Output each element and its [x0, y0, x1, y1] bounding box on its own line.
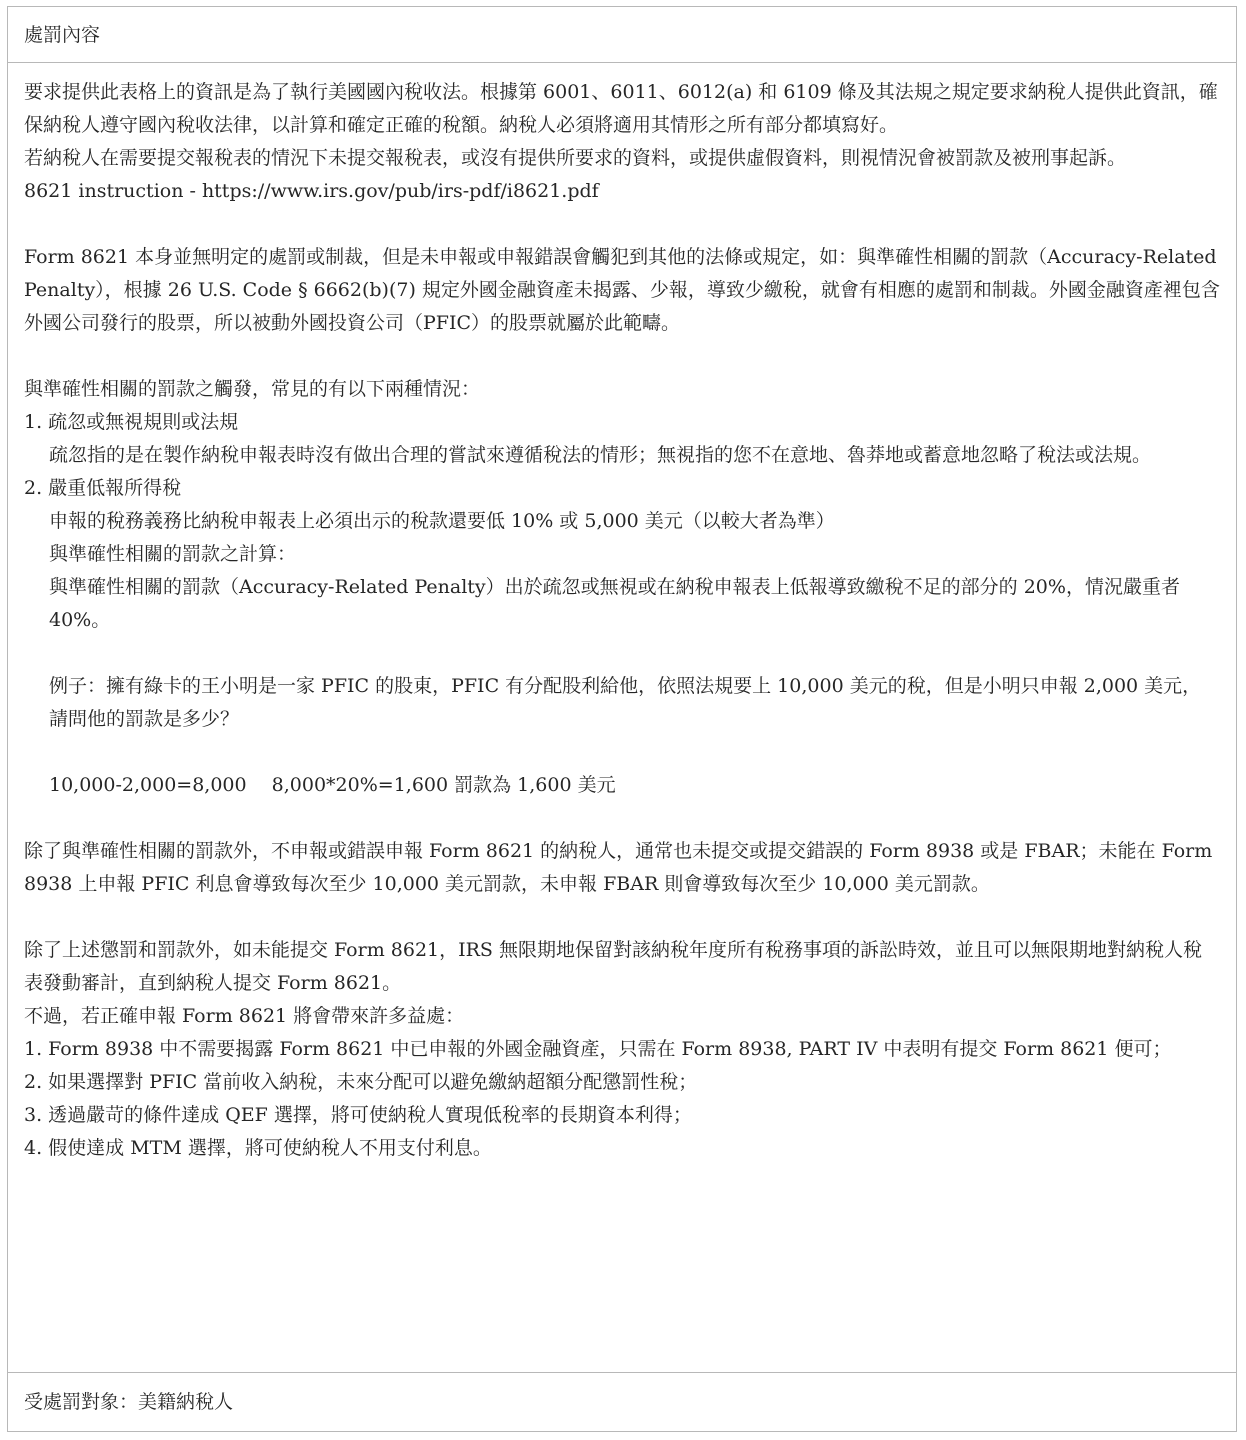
penalized-party: 受處罰對象：美籍納稅人 — [24, 1391, 234, 1413]
benefit-item-3: 3. 透過嚴苛的條件達成 QEF 選擇，將可使納稅人實現低稅率的長期資本利得； — [24, 1104, 692, 1126]
spacer — [24, 901, 1220, 934]
benefit-item-2: 2. 如果選擇對 PFIC 當前收入納稅，未來分配可以避免繳納超額分配懲罰性稅； — [24, 1071, 698, 1093]
paragraph-trigger-intro: 與準確性相關的罰款之觸發，常見的有以下兩種情況： — [24, 378, 481, 400]
paragraph-form-8938-fbar: 除了與準確性相關的罰款外，不申報或錯誤申報 Form 8621 的納稅人，通常也未提交或提交錯誤的 Form 8938 或是 FBAR；未能在 Form 8938 上申報 PFIC 利息會導致每次至少 10,000 美元罰款，未申報 FBAR 則會導致每次至少 10,000 美元罰款。 — [24, 840, 1213, 895]
spacer — [24, 802, 1220, 835]
penalty-content — [8, 63, 1236, 1373]
benefit-item-1: 1. Form 8938 中不需要揭露 Form 8621 中已申報的外國金融資產，只需在 Form 8938, PART IV 中表明有提交 Form 8621 便可； — [24, 1038, 1172, 1060]
penalty-calculation-heading: 與準確性相關的罰款之計算： — [49, 543, 297, 565]
list-item-negligence: 1. 疏忽或無視規則或法規 — [24, 411, 239, 433]
spacer — [24, 208, 1220, 241]
spacer — [24, 736, 1220, 769]
example-question: 例子：擁有綠卡的王小明是一家 PFIC 的股東，PFIC 有分配股利給他，依照法規要上 10,000 美元的稅，但是小明只申報 2,000 美元，請問他的罰款是多少？ — [49, 675, 1202, 730]
paragraph-benefits-intro: 不過，若正確申報 Form 8621 將會帶來許多益處： — [24, 1005, 465, 1027]
negligence-description: 疏忽指的是在製作納稅申報表時沒有做出合理的嘗試來遵循稅法的情形；無視指的您不在意地、魯莽地或蓄意地忽略了稅法或法規。 — [49, 444, 1152, 466]
spacer — [24, 340, 1220, 373]
instruction-link[interactable]: 8621 instruction - https://www.irs.gov/pub/irs-pdf/i8621.pdf — [24, 180, 599, 202]
example-calculation: 10,000-2,000=8,000 8,000*20%=1,600 罰款為 1,600 美元 — [49, 774, 616, 796]
paragraph-non-filing-consequence: 若納稅人在需要提交報稅表的情況下未提交報稅表，或沒有提供所要求的資料，或提供虛假資料，則視情況會被罰款及被刑事起訴。 — [24, 147, 1127, 169]
paragraph-statute-of-limitations: 除了上述懲罰和罰款外，如未能提交 Form 8621，IRS 無限期地保留對該納稅年度所有稅務事項的訴訟時效，並且可以無限期地對納稅人稅表發動審計，直到納稅人提交 Form 8621。 — [24, 939, 1202, 994]
list-item-understatement: 2. 嚴重低報所得稅 — [24, 477, 182, 499]
penalty-calculation-description: 與準確性相關的罰款（Accuracy-Related Penalty）出於疏忽或無視或在納稅申報表上低報導致繳稅不足的部分的 20%，情況嚴重者 40%。 — [49, 576, 1180, 631]
spacer — [24, 637, 1220, 670]
penalty-table — [7, 6, 1237, 1432]
understatement-description: 申報的稅務義務比納稅申報表上必須出示的稅款還要低 10% 或 5,000 美元（以較大者為準） — [49, 510, 835, 532]
table-footer — [8, 1372, 1236, 1431]
header-title: 處罰內容 — [24, 24, 101, 46]
paragraph-info-requirement: 要求提供此表格上的資訊是為了執行美國國內稅收法。根據第 6001、6011、6012(a) 和 6109 條及其法規之規定要求納稅人提供此資訊，確保納稅人遵守國內稅收法律，以計算和確定正確的稅額。納稅人必須將適用其情形之所有部分都填寫好。 — [24, 81, 1218, 136]
benefit-item-4: 4. 假使達成 MTM 選擇，將可使納稅人不用支付利息。 — [24, 1137, 492, 1159]
paragraph-form-8621-penalty: Form 8621 本身並無明定的處罰或制裁，但是未申報或申報錯誤會觸犯到其他的法條或規定，如：與準確性相關的罰款（Accuracy-Related Penalty），根據 26 U.S. Code § 6662(b)(7) 規定外國金融資產未揭露、少報，導致少繳稅，就會有相應的處罰和制裁。外國金融資產裡包含外國公司發行的股票，所以被動外國投資公司（PFIC）的股票就屬於此範疇。 — [24, 246, 1220, 334]
table-header — [8, 7, 1236, 63]
